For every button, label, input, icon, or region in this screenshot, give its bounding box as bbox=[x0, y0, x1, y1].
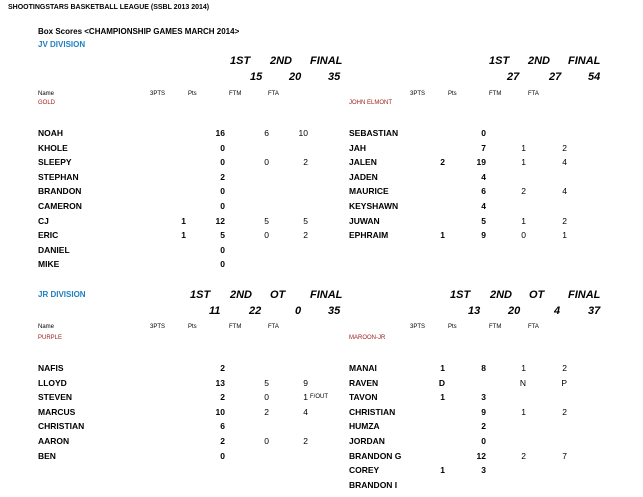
player-name: KEYSHAWN bbox=[349, 201, 399, 211]
player-name: LLOYD bbox=[38, 377, 67, 388]
jr-right-col-fta: FTA bbox=[528, 324, 539, 330]
player-pts: 13 bbox=[215, 377, 225, 388]
player-name: MARCUS bbox=[38, 406, 76, 417]
player-fta: 2 bbox=[303, 230, 308, 241]
player-pts: 3 bbox=[481, 465, 486, 476]
player-ftm: 0 bbox=[264, 436, 269, 446]
jr-right-final-label: FINAL bbox=[568, 289, 601, 301]
player-pts: 4 bbox=[481, 171, 486, 182]
player-name: TAVON bbox=[349, 392, 378, 403]
jr-left-col-ftm: FTM bbox=[229, 324, 242, 330]
player-ftm: 0 bbox=[264, 392, 269, 403]
player-fta: 4 bbox=[562, 157, 567, 168]
player-pts: 0 bbox=[481, 436, 486, 446]
jv-right-q1-label: 1ST bbox=[489, 55, 510, 67]
jr-left-col-pts: Pts bbox=[188, 324, 197, 330]
player-pts: 2 bbox=[481, 421, 486, 432]
player-name: BEN bbox=[38, 450, 56, 461]
jr-right-ot-label: OT bbox=[529, 289, 545, 301]
player-pts: 10 bbox=[215, 406, 225, 417]
player-name: ERIC bbox=[38, 230, 59, 241]
jr-right-ot-score: 4 bbox=[554, 305, 561, 317]
player-fta: 2 bbox=[562, 215, 567, 226]
player-name: SLEEPY bbox=[38, 157, 72, 168]
jr-right-col-pts: Pts bbox=[448, 324, 457, 330]
player-fta: 1 bbox=[303, 392, 308, 403]
player-pts: 0 bbox=[220, 244, 225, 255]
jr-left-q1-score: 11 bbox=[209, 305, 221, 317]
player-pts: 3 bbox=[481, 392, 486, 403]
jv-right-q2-label: 2ND bbox=[528, 55, 551, 67]
jv-left-q1-label: 1ST bbox=[230, 55, 251, 67]
player-3pts: 2 bbox=[440, 157, 445, 168]
player-name: MAURICE bbox=[349, 186, 389, 197]
jr-division-label: JR DIVISION bbox=[38, 290, 86, 299]
jr-right-q2-score: 20 bbox=[508, 305, 521, 317]
jv-left-q2-score: 20 bbox=[289, 71, 302, 83]
jr-left-col-3pts: 3PTS bbox=[150, 324, 166, 330]
player-pts: 16 bbox=[215, 128, 225, 138]
player-fta: P bbox=[561, 377, 567, 388]
player-pts: 19 bbox=[476, 157, 486, 168]
player-name: NAFIS bbox=[38, 363, 64, 373]
jr-left-col-fta: FTA bbox=[268, 324, 279, 330]
player-pts: 0 bbox=[220, 157, 225, 168]
player-ftm: 0 bbox=[264, 230, 269, 241]
player-3pts: 1 bbox=[440, 392, 445, 403]
player-pts: 5 bbox=[220, 230, 225, 241]
player-ftm: 0 bbox=[264, 157, 269, 168]
player-name: BRANDON G bbox=[349, 450, 402, 461]
player-name: JORDAN bbox=[349, 436, 385, 446]
jr-left-q2-score: 22 bbox=[249, 305, 262, 317]
player-pts: 9 bbox=[481, 230, 486, 241]
player-3pts: 1 bbox=[440, 363, 445, 373]
jr-left-q1-label: 1ST bbox=[190, 289, 211, 301]
jv-left-final-score: 35 bbox=[328, 71, 341, 83]
player-3pts: 1 bbox=[440, 465, 445, 476]
jr-left-ot-label: OT bbox=[270, 289, 286, 301]
jr-right-final-score: 37 bbox=[588, 305, 601, 317]
player-name: CHRISTIAN bbox=[38, 421, 85, 432]
jv-left-col-name: Name bbox=[38, 91, 55, 97]
player-ftm: 2 bbox=[521, 186, 526, 197]
player-pts: 2 bbox=[220, 392, 225, 403]
player-note: F/OUT bbox=[310, 394, 328, 401]
jv-left-q2-label: 2ND bbox=[270, 55, 293, 67]
jr-right-col-3pts: 3PTS bbox=[410, 324, 426, 330]
player-pts: 0 bbox=[220, 142, 225, 153]
jr-right-q1-label: 1ST bbox=[450, 289, 471, 301]
player-name: CHRISTIAN bbox=[349, 406, 396, 417]
jv-right-col-ftm: FTM bbox=[489, 91, 502, 97]
jv-right-col-pts: Pts bbox=[448, 91, 457, 97]
player-3pts: 1 bbox=[181, 230, 186, 241]
jv-left-col-ftm: FTM bbox=[229, 91, 242, 97]
player-name: EPHRAIM bbox=[349, 230, 389, 241]
player-name: STEVEN bbox=[38, 392, 73, 403]
jv-right-q1-score: 27 bbox=[507, 71, 520, 83]
player-fta: 2 bbox=[303, 157, 308, 168]
player-fta: 2 bbox=[562, 406, 567, 417]
player-name: NOAH bbox=[38, 128, 64, 138]
player-name: JAH bbox=[349, 142, 367, 153]
jr-right-q2-label: 2ND bbox=[490, 289, 513, 301]
player-ftm: 5 bbox=[264, 377, 269, 388]
player-name: JADEN bbox=[349, 171, 378, 182]
player-name: HUMZA bbox=[349, 421, 380, 432]
player-ftm: 6 bbox=[264, 128, 269, 138]
player-pts: 0 bbox=[481, 128, 486, 138]
player-pts: 5 bbox=[481, 215, 486, 226]
jr-left-final-label: FINAL bbox=[310, 289, 343, 301]
player-3pts: 1 bbox=[181, 215, 186, 226]
player-name: MIKE bbox=[38, 259, 60, 270]
player-name: JUWAN bbox=[349, 215, 380, 226]
jv-left-col-3pts: 3PTS bbox=[150, 91, 166, 97]
player-pts: 7 bbox=[481, 142, 486, 153]
jv-right-final-score: 54 bbox=[588, 71, 601, 83]
player-ftm: 5 bbox=[264, 215, 269, 226]
player-pts: 2 bbox=[220, 363, 225, 373]
jv-right-q2-score: 27 bbox=[549, 71, 562, 83]
player-fta: 2 bbox=[562, 363, 567, 373]
jr-right-team-name: MAROON-JR bbox=[349, 335, 386, 341]
player-pts: 6 bbox=[220, 421, 225, 432]
jr-left-ot-score: 0 bbox=[295, 305, 302, 317]
player-name: CAMERON bbox=[38, 201, 82, 211]
player-name: AARON bbox=[38, 436, 70, 446]
player-name: BRANDON I bbox=[349, 479, 398, 490]
player-fta: 2 bbox=[303, 436, 308, 446]
player-pts: 9 bbox=[481, 406, 486, 417]
league-title: SHOOTINGSTARS BASKETBALL LEAGUE (SSBL 2013 2014) bbox=[8, 4, 210, 11]
jr-right-q1-score: 13 bbox=[468, 305, 481, 317]
jv-left-col-fta: FTA bbox=[268, 91, 279, 97]
jr-left-q2-label: 2ND bbox=[230, 289, 253, 301]
player-3pts: 1 bbox=[440, 230, 445, 241]
jv-left-q1-score: 15 bbox=[250, 71, 263, 83]
player-fta: 10 bbox=[298, 128, 308, 138]
player-pts: 0 bbox=[220, 450, 225, 461]
player-fta: 4 bbox=[562, 186, 567, 197]
player-pts: 2 bbox=[220, 171, 225, 182]
player-pts: 12 bbox=[215, 215, 225, 226]
player-name: STEPHAN bbox=[38, 171, 79, 182]
player-fta: 1 bbox=[562, 230, 567, 241]
player-name: SEBASTIAN bbox=[349, 128, 399, 138]
player-name: MANAI bbox=[349, 363, 377, 373]
player-ftm: 1 bbox=[521, 406, 526, 417]
jv-left-final-label: FINAL bbox=[310, 55, 343, 67]
player-fta: 7 bbox=[562, 450, 567, 461]
player-ftm: 1 bbox=[521, 157, 526, 168]
jv-right-team-name: JOHN ELMONT bbox=[349, 100, 393, 106]
player-pts: 12 bbox=[476, 450, 486, 461]
player-name: BRANDON bbox=[38, 186, 82, 197]
player-pts: 6 bbox=[481, 186, 486, 197]
jv-right-col-3pts: 3PTS bbox=[410, 91, 426, 97]
jr-left-team-name: PURPLE bbox=[38, 335, 63, 341]
player-ftm: 2 bbox=[264, 406, 269, 417]
player-ftm: 0 bbox=[521, 230, 526, 241]
player-ftm: 1 bbox=[521, 215, 526, 226]
player-pts: 0 bbox=[220, 259, 225, 270]
player-name: RAVEN bbox=[349, 377, 379, 388]
jv-left-team-name: GOLD bbox=[38, 100, 56, 106]
player-fta: 4 bbox=[303, 406, 308, 417]
jv-right-final-label: FINAL bbox=[568, 55, 601, 67]
player-fta: 5 bbox=[303, 215, 308, 226]
player-pts: 4 bbox=[481, 201, 486, 211]
player-3pts: D bbox=[438, 377, 445, 388]
player-pts: 0 bbox=[220, 186, 225, 197]
jv-right-col-fta: FTA bbox=[528, 91, 539, 97]
player-pts: 8 bbox=[481, 363, 486, 373]
jv-left-col-pts: Pts bbox=[188, 91, 197, 97]
player-fta: 9 bbox=[303, 377, 308, 388]
player-name: COREY bbox=[349, 465, 380, 476]
player-ftm: 1 bbox=[521, 363, 526, 373]
player-pts: 2 bbox=[220, 436, 225, 446]
jr-left-col-name: Name bbox=[38, 324, 55, 330]
player-ftm: N bbox=[519, 377, 526, 388]
player-name: CJ bbox=[38, 215, 49, 226]
player-ftm: 1 bbox=[521, 142, 526, 153]
player-ftm: 2 bbox=[521, 450, 526, 461]
player-pts: 0 bbox=[220, 201, 225, 211]
jr-right-col-ftm: FTM bbox=[489, 324, 502, 330]
player-fta: 2 bbox=[562, 142, 567, 153]
page-subtitle: Box Scores <CHAMPIONSHIP GAMES MARCH 2014> bbox=[38, 27, 240, 36]
jv-division-label: JV DIVISION bbox=[38, 40, 86, 49]
player-name: DANIEL bbox=[38, 244, 70, 255]
player-name: KHOLE bbox=[38, 142, 68, 153]
player-name: JALEN bbox=[349, 157, 377, 168]
jr-left-final-score: 35 bbox=[328, 305, 341, 317]
